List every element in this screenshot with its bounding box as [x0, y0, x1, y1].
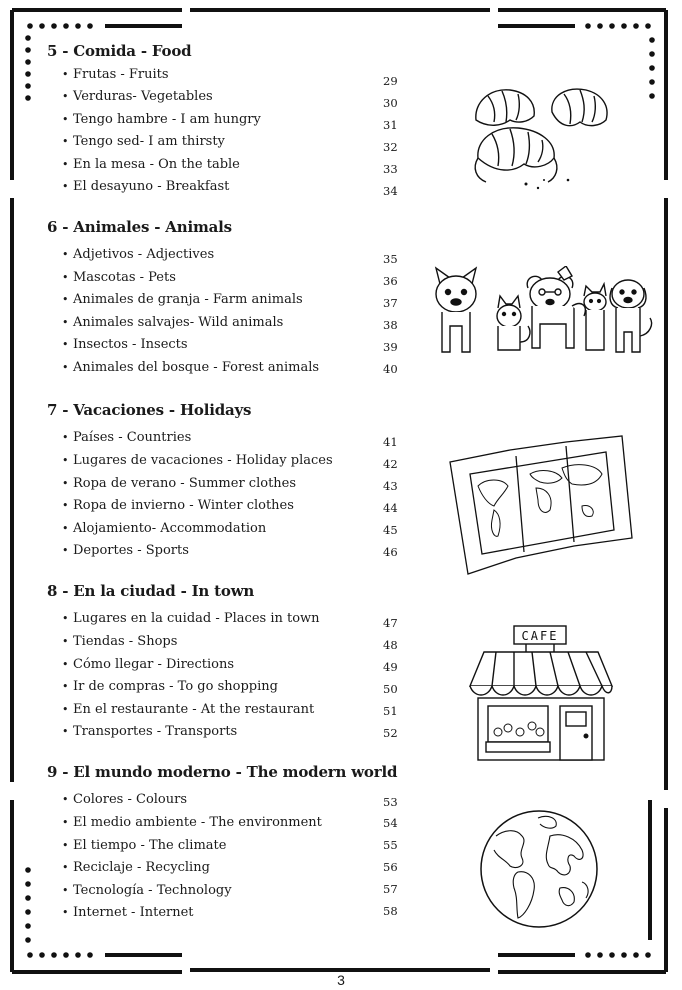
section-title: 8 - En la ciudad - In town: [47, 582, 255, 600]
toc-item[interactable]: • Tecnología - Technology: [62, 883, 232, 898]
toc-item-label: Tengo sed- I am thirsty: [73, 134, 225, 149]
toc-page-number: 55: [383, 838, 398, 852]
toc-item-label: Verduras- Vegetables: [73, 89, 213, 104]
toc-page-number: 36: [383, 274, 398, 288]
toc-item[interactable]: • El desayuno - Breakfast: [62, 179, 230, 194]
section-title: 9 - El mundo moderno - The modern world: [47, 763, 398, 781]
toc-item[interactable]: • Cómo llegar - Directions: [62, 657, 235, 672]
toc-item[interactable]: • Frutas - Fruits: [62, 67, 169, 82]
toc-item-label: Animales salvajes- Wild animals: [73, 315, 284, 330]
toc-page-number: 30: [383, 96, 398, 110]
toc-item-label: Transportes - Transports: [73, 724, 238, 739]
world-map-icon: [446, 434, 636, 576]
section-title: 7 - Vacaciones - Holidays: [47, 401, 252, 419]
toc-item-label: Tengo hambre - I am hungry: [73, 112, 261, 127]
toc-page-number: 54: [383, 816, 398, 830]
toc-page-number: 48: [383, 638, 398, 652]
toc-item[interactable]: • Países - Countries: [62, 430, 192, 445]
toc-item[interactable]: • Transportes - Transports: [62, 724, 238, 739]
toc-page-number: 38: [383, 318, 398, 332]
toc-item-label: Lugares de vacaciones - Holiday places: [73, 453, 333, 468]
toc-item[interactable]: • En la mesa - On the table: [62, 157, 240, 172]
toc-item[interactable]: • Animales del bosque - Forest animals: [62, 360, 320, 375]
toc-page-number: 34: [383, 184, 398, 198]
toc-item-label: Deportes - Sports: [73, 543, 189, 558]
toc-page-number: 40: [383, 362, 398, 376]
toc-item-label: Animales de granja - Farm animals: [73, 292, 303, 307]
toc-page-number: 53: [383, 795, 398, 809]
toc-item-label: Frutas - Fruits: [73, 67, 169, 82]
toc-page-number: 57: [383, 882, 398, 896]
section-title: 6 - Animales - Animals: [47, 218, 232, 236]
toc-item-label: Animales del bosque - Forest animals: [73, 360, 320, 375]
toc-item-label: Internet - Internet: [73, 905, 194, 920]
toc-page-number: 39: [383, 340, 398, 354]
toc-page-number: 45: [383, 523, 398, 537]
toc-item[interactable]: • Verduras- Vegetables: [62, 89, 213, 104]
toc-item-label: El tiempo - The climate: [73, 838, 227, 853]
toc-item[interactable]: • El tiempo - The climate: [62, 838, 227, 853]
globe-icon: [478, 808, 600, 930]
toc-item[interactable]: • Deportes - Sports: [62, 543, 189, 558]
toc-item-label: Insectos - Insects: [73, 337, 188, 352]
toc-item[interactable]: • Alojamiento- Accommodation: [62, 521, 267, 536]
toc-page-number: 52: [383, 726, 398, 740]
toc-page-number: 31: [383, 118, 398, 132]
toc-page-number: 33: [383, 162, 398, 176]
croissants-icon: [468, 82, 618, 197]
section-title: 5 - Comida - Food: [47, 42, 192, 60]
toc-item[interactable]: • Tengo sed- I am thirsty: [62, 134, 225, 149]
toc-item[interactable]: • En el restaurante - At the restaurant: [62, 702, 315, 717]
toc-item-label: Alojamiento- Accommodation: [73, 521, 267, 536]
toc-page-number: 35: [383, 252, 398, 266]
toc-item[interactable]: • Colores - Colours: [62, 792, 188, 807]
toc-page-number: 49: [383, 660, 398, 674]
toc-item[interactable]: • Animales de granja - Farm animals: [62, 292, 303, 307]
toc-item-label: Lugares en la cuidad - Places in town: [73, 611, 320, 626]
toc-page-number: 50: [383, 682, 398, 696]
toc-item-label: Mascotas - Pets: [73, 270, 176, 285]
toc-item[interactable]: • Ropa de verano - Summer clothes: [62, 476, 297, 491]
toc-item-label: Países - Countries: [73, 430, 192, 445]
toc-item[interactable]: • Lugares en la cuidad - Places in town: [62, 611, 320, 626]
toc-item-label: Ir de compras - To go shopping: [73, 679, 278, 694]
toc-item[interactable]: • Lugares de vacaciones - Holiday places: [62, 453, 333, 468]
toc-item-label: Ropa de verano - Summer clothes: [73, 476, 297, 491]
toc-page-number: 44: [383, 501, 398, 515]
toc-item[interactable]: • Adjetivos - Adjectives: [62, 247, 215, 262]
toc-page-number: 37: [383, 296, 398, 310]
toc-page-number: 42: [383, 457, 398, 471]
page-number: 3: [337, 972, 345, 988]
toc-item[interactable]: • Animales salvajes- Wild animals: [62, 315, 284, 330]
toc-item[interactable]: • El medio ambiente - The environment: [62, 815, 322, 830]
toc-item-label: Cómo llegar - Directions: [73, 657, 235, 672]
toc-item[interactable]: • Tengo hambre - I am hungry: [62, 112, 261, 127]
toc-item[interactable]: • Ir de compras - To go shopping: [62, 679, 278, 694]
cafe-sign: CAFE: [521, 629, 559, 643]
cafe-icon: [466, 622, 616, 764]
toc-item[interactable]: • Insectos - Insects: [62, 337, 188, 352]
toc-page-number: 29: [383, 74, 398, 88]
toc-item-label: El desayuno - Breakfast: [73, 179, 230, 194]
toc-item-label: Tiendas - Shops: [73, 634, 178, 649]
toc-page-number: 46: [383, 545, 398, 559]
toc-page-number: 58: [383, 904, 398, 918]
toc-item-label: El medio ambiente - The environment: [73, 815, 322, 830]
toc-item-label: Tecnología - Technology: [73, 883, 232, 898]
toc-item-label: Reciclaje - Recycling: [73, 860, 210, 875]
toc-page-number: 43: [383, 479, 398, 493]
toc-item-label: En la mesa - On the table: [73, 157, 240, 172]
toc-page-number: 32: [383, 140, 398, 154]
pets-icon: [432, 266, 664, 358]
toc-page-number: 51: [383, 704, 398, 718]
toc-item-label: Adjetivos - Adjectives: [73, 247, 215, 262]
toc-item[interactable]: • Internet - Internet: [62, 905, 194, 920]
toc-item-label: En el restaurante - At the restaurant: [73, 702, 315, 717]
toc-item-label: Colores - Colours: [73, 792, 188, 807]
toc-page-number: 47: [383, 616, 398, 630]
toc-item-label: Ropa de invierno - Winter clothes: [73, 498, 294, 513]
toc-page-number: 41: [383, 435, 398, 449]
toc-item[interactable]: • Mascotas - Pets: [62, 270, 176, 285]
toc-page-number: 56: [383, 860, 398, 874]
toc-item[interactable]: • Reciclaje - Recycling: [62, 860, 210, 875]
toc-item[interactable]: • Ropa de invierno - Winter clothes: [62, 498, 294, 513]
toc-item[interactable]: • Tiendas - Shops: [62, 634, 178, 649]
